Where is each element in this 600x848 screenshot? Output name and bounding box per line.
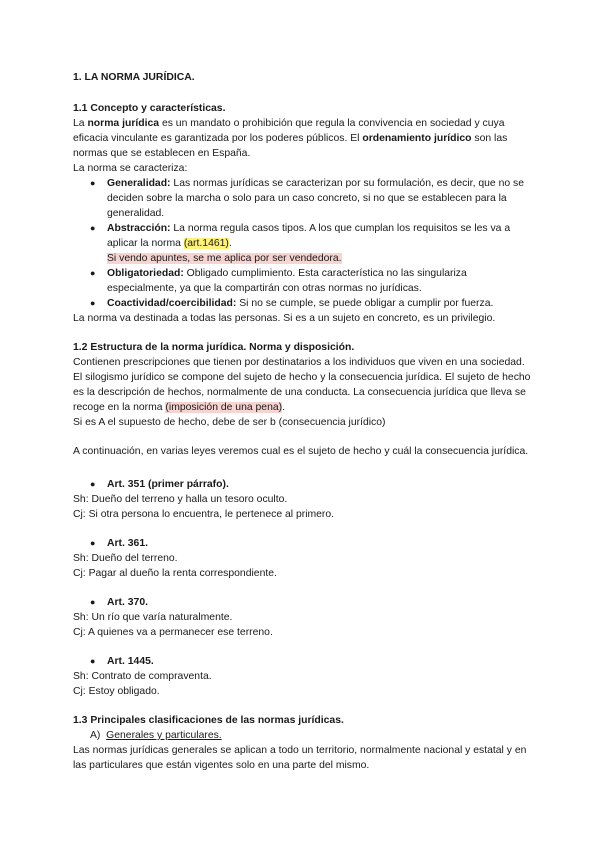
list-item-text: Obligado cumplimiento. Esta característica no las singulariza especialmente, ya que la compartirán con otras normas no jurídicas. [107, 268, 467, 294]
section-heading-1-3: 1.3 Principales clasificaciones de las normas jurídicas. [73, 715, 344, 726]
article-title-text: Art. 370. [107, 597, 149, 608]
article-sh: Sh: Un río que varía naturalmente. [73, 612, 233, 623]
article-cj: Cj: A quienes va a permanecer ese terreno. [73, 627, 273, 638]
highlight-note: Si vendo apuntes, se me aplica por ser vendedora. [107, 253, 342, 264]
list-item-text: Si no se cumple, se puede obligar a cumplir por fuerza. [236, 298, 494, 309]
document-title: 1. LA NORMA JURÍDICA. [73, 72, 195, 83]
document-content [73, 70, 533, 773]
paragraph-generales: Las normas jurídicas generales se aplican a todo un territorio, normalmente nacional y estatal y en las particulares que están vigentes solo en una parte del mismo. [73, 745, 527, 771]
subsection-label: Generales y particulares. [106, 730, 222, 741]
article-sh: Sh: Contrato de compraventa. [73, 671, 212, 682]
paragraph-definition [73, 116, 533, 161]
article-block-370 [73, 595, 533, 640]
text-run: La [73, 118, 88, 129]
list-item-term: Generalidad: [107, 178, 171, 189]
highlight-article-ref: (art.1461) [183, 238, 229, 249]
bullet-icon: ● [90, 178, 96, 188]
article-title-text: Art. 361. [107, 538, 149, 549]
paragraph-silogismo: Si es A el supuesto de hecho, debe de ser b (consecuencia jurídico) [73, 417, 386, 428]
paragraph-destinatarios: La norma va destinada a todas las personas. Si es a un sujeto en concreto, es un privilegio. [73, 313, 496, 324]
highlight-pena: (imposición de una pena) [165, 402, 283, 413]
article-title [90, 595, 533, 610]
article-cj: Cj: Pagar al dueño la renta correspondiente. [73, 568, 277, 579]
list-item-term: Obligatoriedad: [107, 268, 184, 279]
list-item-generalidad [90, 176, 533, 221]
article-sh: Sh: Dueño del terreno. [73, 553, 178, 564]
subsection-marker: A) [90, 730, 101, 741]
text-run: Contienen prescripciones que tienen por destinatarios a los individuos que viven en una sociedad. El silogismo jurídico se compone del sujeto de hecho y la consecuencia jurídica. El sujeto de hecho es la descripción de hechos, normalmente de una conducta. La consecuencia jurídica que lleva se recoge en la norma [73, 357, 531, 413]
characteristics-list [73, 176, 533, 311]
text-run: son las normas que se establecen en España. [73, 133, 508, 159]
article-cj: Cj: Estoy obligado. [73, 686, 160, 697]
section-heading-1-1: 1.1 Concepto y características. [73, 103, 226, 114]
list-item-text: Las normas jurídicas se caracterizan por su formulación, es decir, que no se deciden sobre la marcha o solo para un caso concreto, si no que se establecen para la generalidad. [107, 178, 524, 219]
article-title-text: Art. 1445. [107, 656, 154, 667]
term-norma-juridica: norma jurídica [87, 118, 160, 129]
paragraph-intro-list: La norma se caracteriza: [73, 163, 188, 174]
text-run: es un mandato o prohibición que regula la convivencia en sociedad y cuya eficacia vinculante es garantizada por los poderes públicos. El [73, 118, 505, 144]
article-title [90, 536, 533, 551]
section-heading-1-2: 1.2 Estructura de la norma jurídica. Norma y disposición. [73, 342, 355, 353]
bullet-icon: ● [90, 298, 96, 308]
list-item-coactividad [90, 296, 533, 311]
paragraph-estructura [73, 355, 533, 415]
article-block-351 [73, 477, 533, 522]
bullet-icon: ● [90, 223, 96, 233]
article-block-1445 [73, 654, 533, 699]
article-block-361 [73, 536, 533, 581]
list-item-text: La norma regula casos tipos. A los que cumplan los requisitos se les va a aplicar la norma [107, 223, 511, 249]
list-item-obligatoriedad [90, 266, 533, 296]
text-run: . [282, 402, 285, 413]
paragraph-leyes-intro: A continuación, en varias leyes veremos cual es el sujeto de hecho y cuál la consecuencia jurídica. [73, 446, 529, 457]
term-ordenamiento-juridico: ordenamiento jurídico [362, 133, 472, 144]
list-item-term: Coactividad/coercibilidad: [107, 298, 237, 309]
article-title-text: Art. 351 (primer párrafo). [107, 479, 229, 490]
bullet-icon: ● [90, 479, 96, 489]
bullet-icon: ● [90, 268, 96, 278]
bullet-icon: ● [90, 538, 96, 548]
article-cj: Cj: Si otra persona lo encuentra, le pertenece al primero. [73, 509, 335, 520]
article-sh: Sh: Dueño del terreno y halla un tesoro oculto. [73, 494, 288, 505]
list-item-term: Abstracción: [107, 223, 171, 234]
subsection-a [73, 728, 533, 743]
list-item-abstraccion [90, 221, 533, 266]
article-title [90, 654, 533, 669]
article-title [90, 477, 533, 492]
list-item-text: . [228, 238, 232, 249]
bullet-icon: ● [90, 656, 96, 666]
bullet-icon: ● [90, 597, 96, 607]
